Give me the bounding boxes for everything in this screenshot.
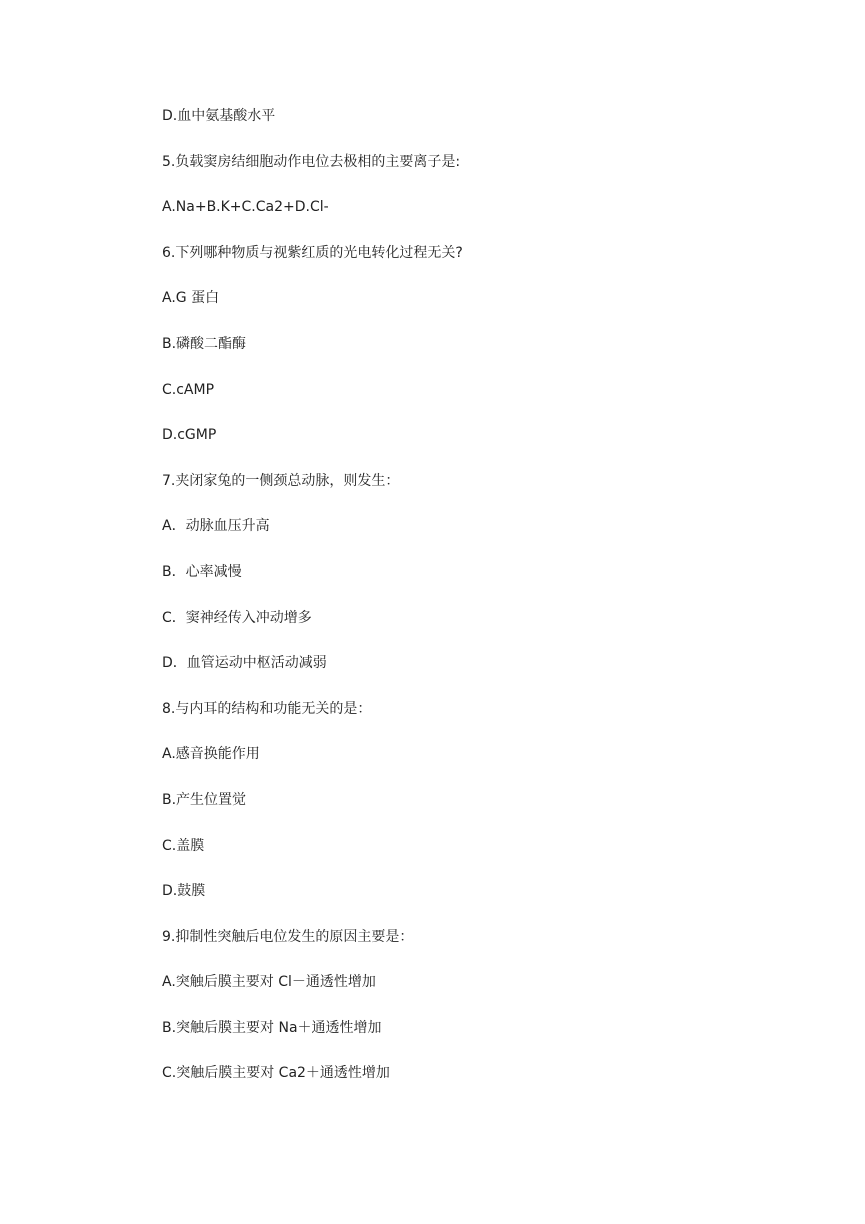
answer-option: C.盖膜 bbox=[162, 837, 205, 854]
answer-option: C．窦神经传入冲动增多 bbox=[162, 609, 312, 626]
question-text: 5.负载窦房结细胞动作电位去极相的主要离子是: bbox=[162, 153, 461, 170]
answer-option: A.Na+B.K+C.Ca2+D.Cl- bbox=[162, 199, 329, 216]
answer-option: C.突触后膜主要对 Ca2＋通透性增加 bbox=[162, 1065, 390, 1082]
answer-option: D.cGMP bbox=[162, 427, 217, 444]
answer-option: B.突触后膜主要对 Na＋通透性增加 bbox=[162, 1019, 382, 1036]
answer-option: A．动脉血压升高 bbox=[162, 518, 270, 535]
answer-option: B.磷酸二酯酶 bbox=[162, 335, 247, 352]
answer-option: A.突触后膜主要对 Cl－通透性增加 bbox=[162, 974, 376, 991]
answer-option: D.血中氨基酸水平 bbox=[162, 108, 276, 124]
answer-option: A.感音换能作用 bbox=[162, 746, 260, 763]
question-text: 7.夹闭家兔的一侧颈总动脉，则发生： bbox=[162, 472, 400, 489]
answer-option: B.产生位置觉 bbox=[162, 791, 247, 808]
question-text: 8.与内耳的结构和功能无关的是： bbox=[162, 700, 372, 717]
answer-option: D．血管运动中枢活动减弱 bbox=[162, 655, 327, 672]
question-lines bbox=[162, 104, 762, 1107]
question-text: 6.下列哪种物质与视紫红质的光电转化过程无关? bbox=[162, 244, 463, 261]
answer-option: A.G 蛋白 bbox=[162, 290, 220, 307]
answer-option: D.鼓膜 bbox=[162, 883, 206, 900]
question-text: 9.抑制性突触后电位发生的原因主要是： bbox=[162, 928, 414, 945]
answer-option: B．心率减慢 bbox=[162, 563, 242, 580]
answer-option: C.cAMP bbox=[162, 381, 215, 398]
